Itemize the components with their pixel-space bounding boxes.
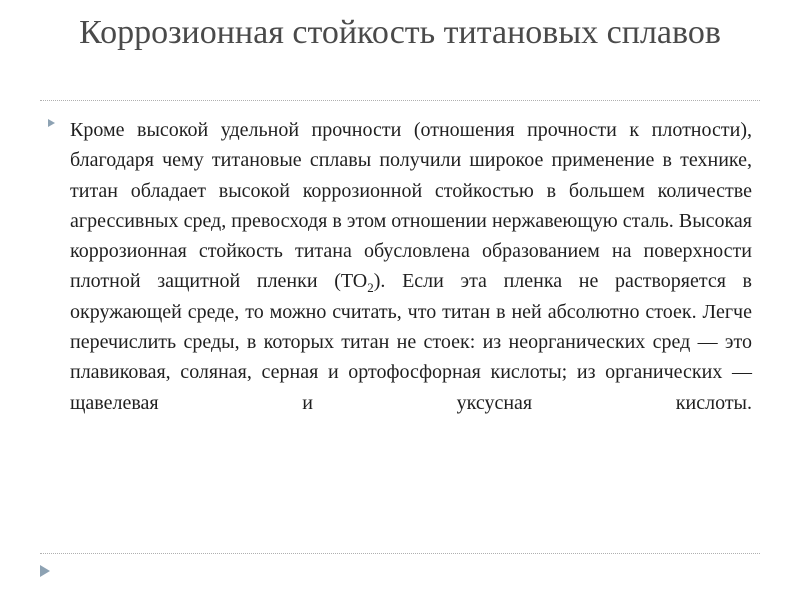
title-divider [40, 100, 760, 101]
nav-triangle-icon[interactable] [40, 565, 50, 577]
footer-divider [40, 553, 760, 554]
paragraph-text-end: ). Если эта пленка не растворяется в окружающей среде, то можно считать, что титан в ней абсолютно стоек. Легче перечислить среды, в которых титан не стоек: из неорганических сред — это плавиковая, соляная, серная и ортофосфорная кислоты; из органических — щавелевая и уксусная кислоты. [70, 270, 752, 414]
bullet-triangle-icon [48, 119, 55, 127]
subscript-two: 2 [367, 280, 374, 296]
body-paragraph [70, 115, 752, 418]
slide-title: Коррозионная стойкость титановых сплавов [79, 14, 721, 51]
paragraph-text-start: Кроме высокой удельной прочности (отношения прочности к плотности), благодаря чему титановые сплавы получили широкое применение в технике, титан обладает высокой коррозионной стойкостью в большем количестве агрессивных сред, превосходя в этом отношении нержавеющую сталь. Высокая коррозионная стойкость титана обусловлена образованием на поверхности плотной защитной пленки (ТО [70, 119, 752, 293]
